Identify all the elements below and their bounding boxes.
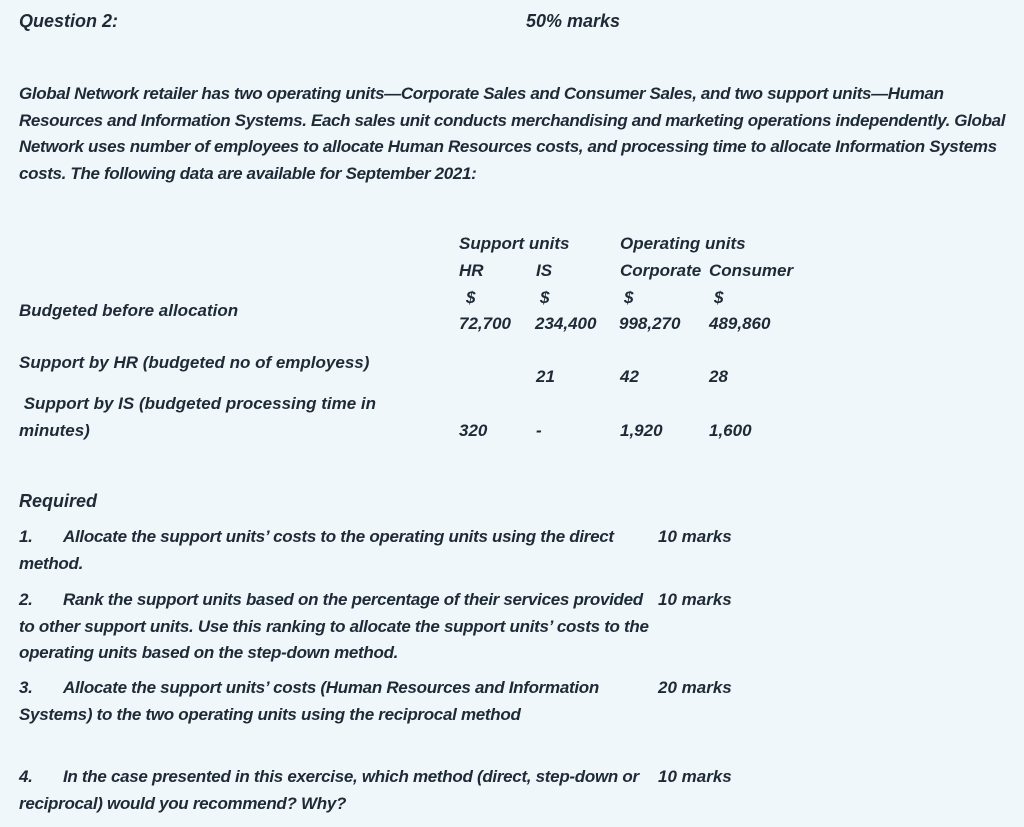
item-3-marks: 20 marks <box>658 678 732 697</box>
col-header-corporate: Corporate <box>620 261 702 280</box>
cell-hr-consumer: 28 <box>709 367 728 386</box>
row-label-support-hr: Support by HR (budgeted no of employess) <box>19 353 370 372</box>
item-text: Allocate the support units’ costs (Human Resources and Information Systems) to the two operating units using the reciprocal method <box>19 678 599 724</box>
row-label-budgeted: Budgeted before allocation <box>19 301 239 320</box>
item-number: 4. <box>19 767 33 786</box>
currency-is: $ <box>540 288 550 307</box>
item-number: 3. <box>19 678 33 697</box>
cell-is-hr: 320 <box>459 421 488 440</box>
intro-paragraph: Global Network retailer has two operating units—Corporate Sales and Consumer Sales, and two support units—Human Resources and Information Systems. Each sales unit conducts merchandising and marketing operations independently. Global Network uses number of employees to allocate Human Resources costs, and processing time to allocate Information Systems costs. The following data are available for September 2021: <box>19 84 1006 183</box>
item-4-marks: 10 marks <box>658 767 732 786</box>
row-label-support-is-line2: minutes) <box>19 421 90 440</box>
group-header-support: Support units <box>459 234 570 253</box>
item-number: 1. <box>19 527 33 546</box>
cell-is-is: - <box>536 421 542 440</box>
question-title: Question 2: <box>19 11 119 31</box>
required-item-4 <box>19 764 651 817</box>
cell-budgeted-consumer: 489,860 <box>709 314 771 333</box>
currency-hr: $ <box>466 288 476 307</box>
cell-is-consumer: 1,600 <box>709 421 752 440</box>
required-item-1 <box>19 524 639 577</box>
item-number: 2. <box>19 590 33 609</box>
col-header-is: IS <box>536 261 553 280</box>
col-header-consumer: Consumer <box>709 261 794 280</box>
cell-is-corporate: 1,920 <box>620 421 663 440</box>
cell-budgeted-is: 234,400 <box>535 314 597 333</box>
item-1-marks: 10 marks <box>658 527 732 546</box>
cell-hr-corporate: 42 <box>620 367 639 386</box>
required-heading: Required <box>19 491 98 511</box>
required-item-3 <box>19 675 634 728</box>
item-2-marks: 10 marks <box>658 590 732 609</box>
group-header-operating: Operating units <box>620 234 746 253</box>
item-text: Rank the support units based on the percentage of their services provided to other support units. Use this ranking to allocate the support units’ costs to the operating units based on the step-down method. <box>19 590 649 662</box>
question-weight: 50% marks <box>526 11 621 31</box>
currency-corporate: $ <box>624 288 634 307</box>
item-text: Allocate the support units’ costs to the operating units using the direct method. <box>19 527 614 573</box>
col-header-hr: HR <box>459 261 484 280</box>
cell-budgeted-corporate: 998,270 <box>619 314 681 333</box>
required-item-2 <box>19 587 659 667</box>
row-label-support-is-line1: Support by IS (budgeted processing time in <box>19 394 377 413</box>
cell-hr-is: 21 <box>536 367 555 386</box>
cell-budgeted-hr: 72,700 <box>459 314 511 333</box>
item-text: In the case presented in this exercise, which method (direct, step-down or reciprocal) would you recommend? Why? <box>19 767 639 813</box>
currency-consumer: $ <box>714 288 724 307</box>
